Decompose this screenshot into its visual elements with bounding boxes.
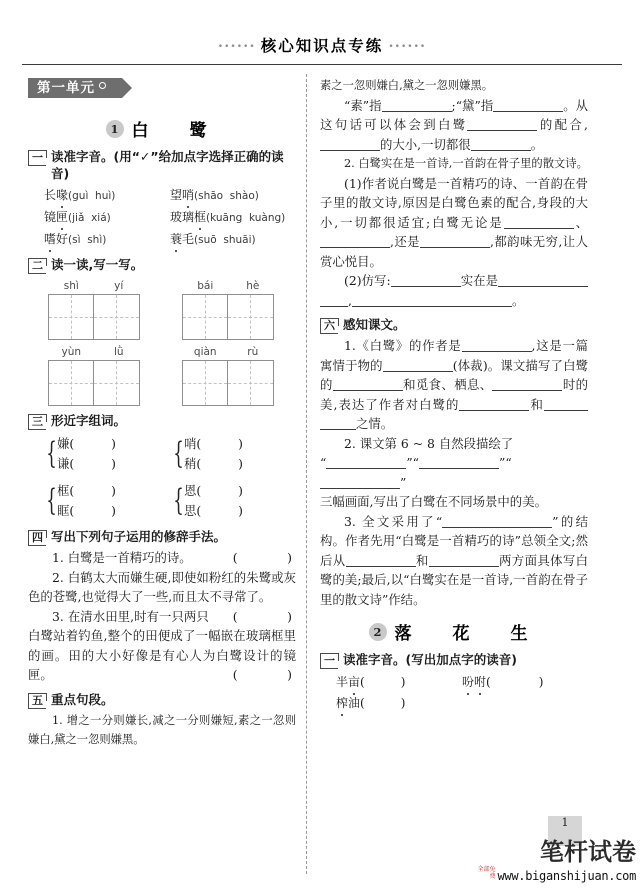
page-number: 1 — [548, 816, 582, 846]
fill-question-1[interactable] — [320, 96, 588, 155]
similar-character-row — [42, 481, 296, 521]
imitate-label: (2)仿写: — [344, 273, 391, 288]
blank-input[interactable] — [544, 410, 588, 411]
tianzige-cell[interactable] — [94, 360, 140, 406]
section-1-heading — [28, 148, 296, 182]
fill-label-daxiao: 的大小,一切都很 — [380, 136, 471, 152]
sub-question-text: (1)作者说白鹭是一首精巧的诗、一首韵在骨子里的散文诗,原因是白鹭色素的配合,身段的大小,一切都很适宜;白鹭无论是 — [320, 175, 588, 230]
pinyin-item[interactable]: 吩咐( ) — [462, 672, 588, 692]
lesson-2-title — [320, 619, 588, 644]
blank-input[interactable] — [492, 390, 562, 391]
imitate-end: 。 — [511, 292, 525, 308]
section-5-heading — [28, 691, 296, 709]
q1-part-a: 1.《白鹭》的作者是 — [344, 338, 462, 353]
q1-part-d: 和觅食、栖息、 — [402, 377, 493, 392]
pinyin-row — [44, 185, 296, 206]
tianzige-cell[interactable] — [228, 360, 274, 406]
unit-banner — [28, 78, 122, 98]
sep-haishi: ,还是 — [390, 234, 420, 249]
tianzige[interactable] — [182, 294, 277, 340]
watermark-url-row — [476, 865, 637, 884]
section-4-title: 写出下列句子运用的修辞手法。 — [51, 529, 227, 544]
blank-input[interactable] — [320, 488, 400, 489]
blank-input[interactable] — [346, 566, 416, 567]
tianzige-cell[interactable] — [48, 294, 94, 340]
question-text: 1. 白鹭是一首精巧的诗。 — [52, 550, 192, 565]
blank-input[interactable] — [383, 371, 453, 372]
blank-input[interactable] — [493, 111, 563, 112]
blank-input[interactable] — [382, 111, 452, 112]
q1-part-e: 时的美,表达了作者对白鹭的 — [320, 377, 589, 412]
left-brace-icon: { — [46, 483, 57, 518]
watermark-brand: 笔杆试卷 — [540, 838, 636, 866]
section-1-title: 读准字音。(用“✓”给加点字选择正确的读音) — [51, 149, 284, 181]
section-3-heading — [28, 412, 296, 430]
blank-input[interactable] — [419, 468, 499, 469]
q3-part-a: 3. 全文采用了“ — [344, 513, 443, 529]
blank-input[interactable] — [459, 410, 529, 411]
header-dots-left: •••••• — [217, 42, 256, 52]
grid-unit[interactable] — [182, 280, 277, 340]
blank-input[interactable] — [320, 429, 356, 430]
watermark-url: www.biganshijuan.com — [497, 869, 636, 883]
q1-part-b: ,这是一篇寓情于物的 — [320, 338, 588, 373]
lesson-1-name: 白 鹭 — [131, 121, 219, 141]
section-2-title: 读一读,写一写。 — [51, 257, 144, 272]
pinyin-item[interactable]: 镜匣(jiǎ xiá) — [44, 207, 170, 228]
left-column — [28, 76, 296, 750]
q1-part-c: (体裁)。课文描写了白鹭的 — [320, 357, 589, 392]
imitate-mid: 实在是 — [460, 273, 499, 288]
question-item[interactable] — [28, 568, 296, 624]
header-dots-right: •••••• — [388, 42, 427, 52]
question-item[interactable] — [28, 548, 296, 568]
pinyin-row — [336, 672, 588, 692]
blank-input[interactable] — [471, 150, 531, 151]
pinyin-item[interactable]: 半亩( ) — [336, 672, 462, 692]
grid-unit[interactable] — [48, 280, 143, 340]
lesson2-section-1-title: 读准字音。(写出加点字的读音) — [343, 652, 517, 667]
grid-pinyin — [48, 346, 143, 358]
lesson-2-name: 落 花 生 — [394, 624, 540, 644]
right-column — [320, 76, 588, 714]
q2-part-a: 2. 课文第 6 ~ 8 自然段描绘了 — [344, 435, 514, 451]
page-header — [0, 34, 644, 56]
section-4-number: 四 — [28, 530, 46, 546]
similar-character-entry[interactable]: 框( ) — [57, 484, 116, 498]
comprehension-question-2-tail: 三幅画面,写出了白鹭在不同场景中的美。 — [320, 494, 547, 509]
similar-character-group[interactable] — [169, 481, 296, 521]
answer-paren[interactable]: ( ) — [232, 550, 292, 565]
unit-label: 第一单元 — [37, 80, 95, 96]
blank-input[interactable] — [326, 468, 406, 469]
lesson2-section-1-heading — [320, 651, 588, 669]
comprehension-question-1[interactable] — [320, 336, 588, 434]
similar-character-group[interactable] — [42, 481, 169, 521]
similar-character-entry[interactable]: 谦( ) — [57, 457, 116, 471]
watermark-tagline: 全部免费 — [477, 866, 496, 880]
section-6-title: 感知课文。 — [343, 317, 406, 332]
similar-character-entry[interactable]: 哨( ) — [184, 437, 243, 451]
tianzige-cell[interactable] — [48, 360, 94, 406]
sep-dun: 、 — [573, 214, 588, 230]
grid-pinyin — [48, 280, 143, 292]
column-divider — [306, 74, 307, 874]
answer-paren[interactable]: ( ) — [232, 608, 292, 624]
header-divider — [22, 64, 622, 65]
section-5-title: 重点句段。 — [51, 691, 114, 707]
lesson-2-number: 2 — [369, 623, 387, 641]
question-text: 3. 在清水田里,时有一只两只白鹭站着钓鱼,整个的田便成了一幅嵌在玻璃框里的画。田的大小好像是有心人为白鹭设计的镜匣。 — [28, 608, 296, 682]
blank-input[interactable] — [391, 286, 461, 287]
blank-input[interactable] — [467, 130, 537, 131]
q3-part-b: ”的结构。作者先用“白鹭是一首精巧的诗”总领全文;然后从 — [320, 513, 588, 568]
pinyin-choice-list — [44, 185, 296, 250]
pinyin-item[interactable]: 玻璃框(kuāng kuàng) — [170, 207, 296, 228]
section-6-heading — [320, 316, 588, 334]
similar-character-entry[interactable]: 恩( ) — [184, 484, 243, 498]
blank-input[interactable] — [352, 306, 512, 307]
pinyin-row — [44, 229, 296, 250]
pinyin-row — [44, 207, 296, 228]
lesson2-pinyin-list — [336, 672, 588, 713]
question-text: 2. 白鹤太大而嫌生硬,即使如粉红的朱鹭或灰色的苍鹭,也觉得大了一些,而且太不寻常了。 — [28, 569, 296, 604]
unit-ring-icon — [99, 82, 106, 89]
fill-label-end: 。 — [530, 136, 544, 152]
pinyin-item-empty — [462, 693, 588, 713]
page-title: 核心知识点专练 — [260, 36, 384, 55]
grid-pinyin — [182, 280, 277, 292]
tianzige[interactable] — [48, 360, 143, 406]
left-brace-icon: { — [46, 436, 57, 471]
character-grid-area — [28, 280, 296, 406]
grid-pinyin — [182, 346, 277, 358]
blank-input[interactable] — [429, 566, 499, 567]
blank-input[interactable] — [498, 286, 588, 287]
lesson-1-number: 1 — [106, 120, 124, 138]
section-6-number: 六 — [320, 318, 338, 334]
comprehension-question-2-blanks[interactable]: “ ”“ ”“” — [320, 455, 512, 490]
quote-passage-2: 2. 白鹭实在是一首诗,一首韵在骨子里的散文诗。 — [344, 157, 588, 170]
section-3-number: 三 — [28, 414, 46, 430]
grid-unit[interactable] — [48, 346, 143, 406]
pinyin-item[interactable]: 蓑毛(suō shuāi) — [170, 229, 296, 250]
blank-input[interactable] — [462, 351, 532, 352]
grid-pinyin-syllable: bái — [197, 280, 214, 292]
similar-character-area — [42, 434, 296, 521]
tianzige-cell[interactable] — [182, 294, 228, 340]
similar-character-entry[interactable]: 思( ) — [184, 504, 243, 518]
similar-character-group[interactable] — [42, 434, 169, 474]
similar-character-entry[interactable]: 稍( ) — [184, 457, 243, 471]
answer-paren[interactable]: ( ) — [232, 667, 292, 682]
tianzige[interactable] — [182, 360, 277, 406]
blank-input[interactable] — [333, 390, 403, 391]
fill-label-cont: 。从这句话可以体会到白鹭 — [320, 97, 589, 132]
similar-character-entry[interactable]: 嫌( ) — [57, 437, 116, 451]
grid-pinyin-syllable: yùn — [61, 346, 82, 358]
pinyin-item[interactable]: 望哨(shāo shào) — [170, 185, 296, 206]
pinyin-item[interactable]: 长喙(guì huì) — [44, 185, 170, 206]
tianzige-cell[interactable] — [182, 360, 228, 406]
grid-pinyin-syllable: qiàn — [193, 346, 217, 358]
similar-character-group[interactable] — [169, 434, 296, 474]
section-3-title: 形近字组词。 — [51, 413, 127, 428]
grid-unit[interactable] — [182, 346, 277, 406]
q3-part-d: 两方面具体写白鹭的美;最后,以“白鹭实在是一首诗,一首韵在骨子里的散文诗”作结。 — [320, 552, 589, 607]
left-brace-icon: { — [173, 483, 184, 518]
grid-pinyin-syllable: rù — [247, 346, 259, 358]
watermark — [476, 839, 637, 884]
pinyin-item[interactable]: 榨油( ) — [336, 693, 462, 713]
grid-pinyin-syllable: hè — [246, 280, 260, 292]
grid-pinyin-syllable: yí — [114, 280, 124, 292]
quote-passage-part1: 1. 增之一分则嫌长,减之一分则嫌短,素之一忽则嫌白,黛之一忽则嫌黑。 — [28, 713, 296, 746]
lesson2-section-1-number: 一 — [320, 653, 338, 669]
section-2-number: 二 — [28, 258, 46, 274]
blank-input[interactable] — [320, 150, 380, 151]
grid-pinyin-syllable: lǜ — [113, 346, 124, 358]
lesson-1-title — [28, 116, 296, 141]
sub-question-tail: ,都韵味无穷,让人赏心悦目。 — [320, 234, 588, 269]
left-brace-icon: { — [173, 436, 184, 471]
blank-input[interactable] — [320, 247, 390, 248]
blank-input[interactable] — [320, 306, 348, 307]
pinyin-item[interactable]: 嗜好(sì shì) — [44, 229, 170, 250]
quote-passage-part2: 素之一忽则嫌白,黛之一忽则嫌黑。 — [320, 79, 494, 92]
grid-row — [28, 346, 296, 406]
fill-label-dai: ;“黛”指 — [451, 97, 494, 113]
q1-part-g: 之情。 — [356, 416, 394, 431]
fill-question-2-1[interactable] — [320, 174, 588, 272]
q3-part-c: 和 — [415, 552, 429, 568]
tianzige-cell[interactable] — [94, 294, 140, 340]
fill-label-su: “素”指 — [344, 97, 382, 113]
pinyin-row — [336, 693, 588, 713]
section-4-heading — [28, 528, 296, 546]
similar-character-row — [42, 434, 296, 474]
comprehension-question-3[interactable] — [320, 512, 588, 610]
grid-pinyin-syllable: shì — [63, 280, 79, 292]
grid-row — [28, 280, 296, 340]
comprehension-question-2[interactable] — [320, 434, 588, 454]
tianzige-cell[interactable] — [228, 294, 274, 340]
fill-label-peihe: 的配合, — [537, 117, 588, 132]
blank-input[interactable] — [442, 527, 552, 528]
section-1-number: 一 — [28, 150, 46, 166]
fill-question-2-2[interactable]: (2)仿写: 实在是, 。 — [320, 271, 588, 310]
similar-character-entry[interactable]: 眶( ) — [57, 504, 116, 518]
blank-input[interactable] — [504, 228, 574, 229]
blank-input[interactable] — [420, 247, 490, 248]
section-2-heading — [28, 256, 296, 274]
tianzige[interactable] — [48, 294, 143, 340]
section-5-number: 五 — [28, 693, 46, 709]
q1-part-f: 和 — [529, 396, 544, 412]
